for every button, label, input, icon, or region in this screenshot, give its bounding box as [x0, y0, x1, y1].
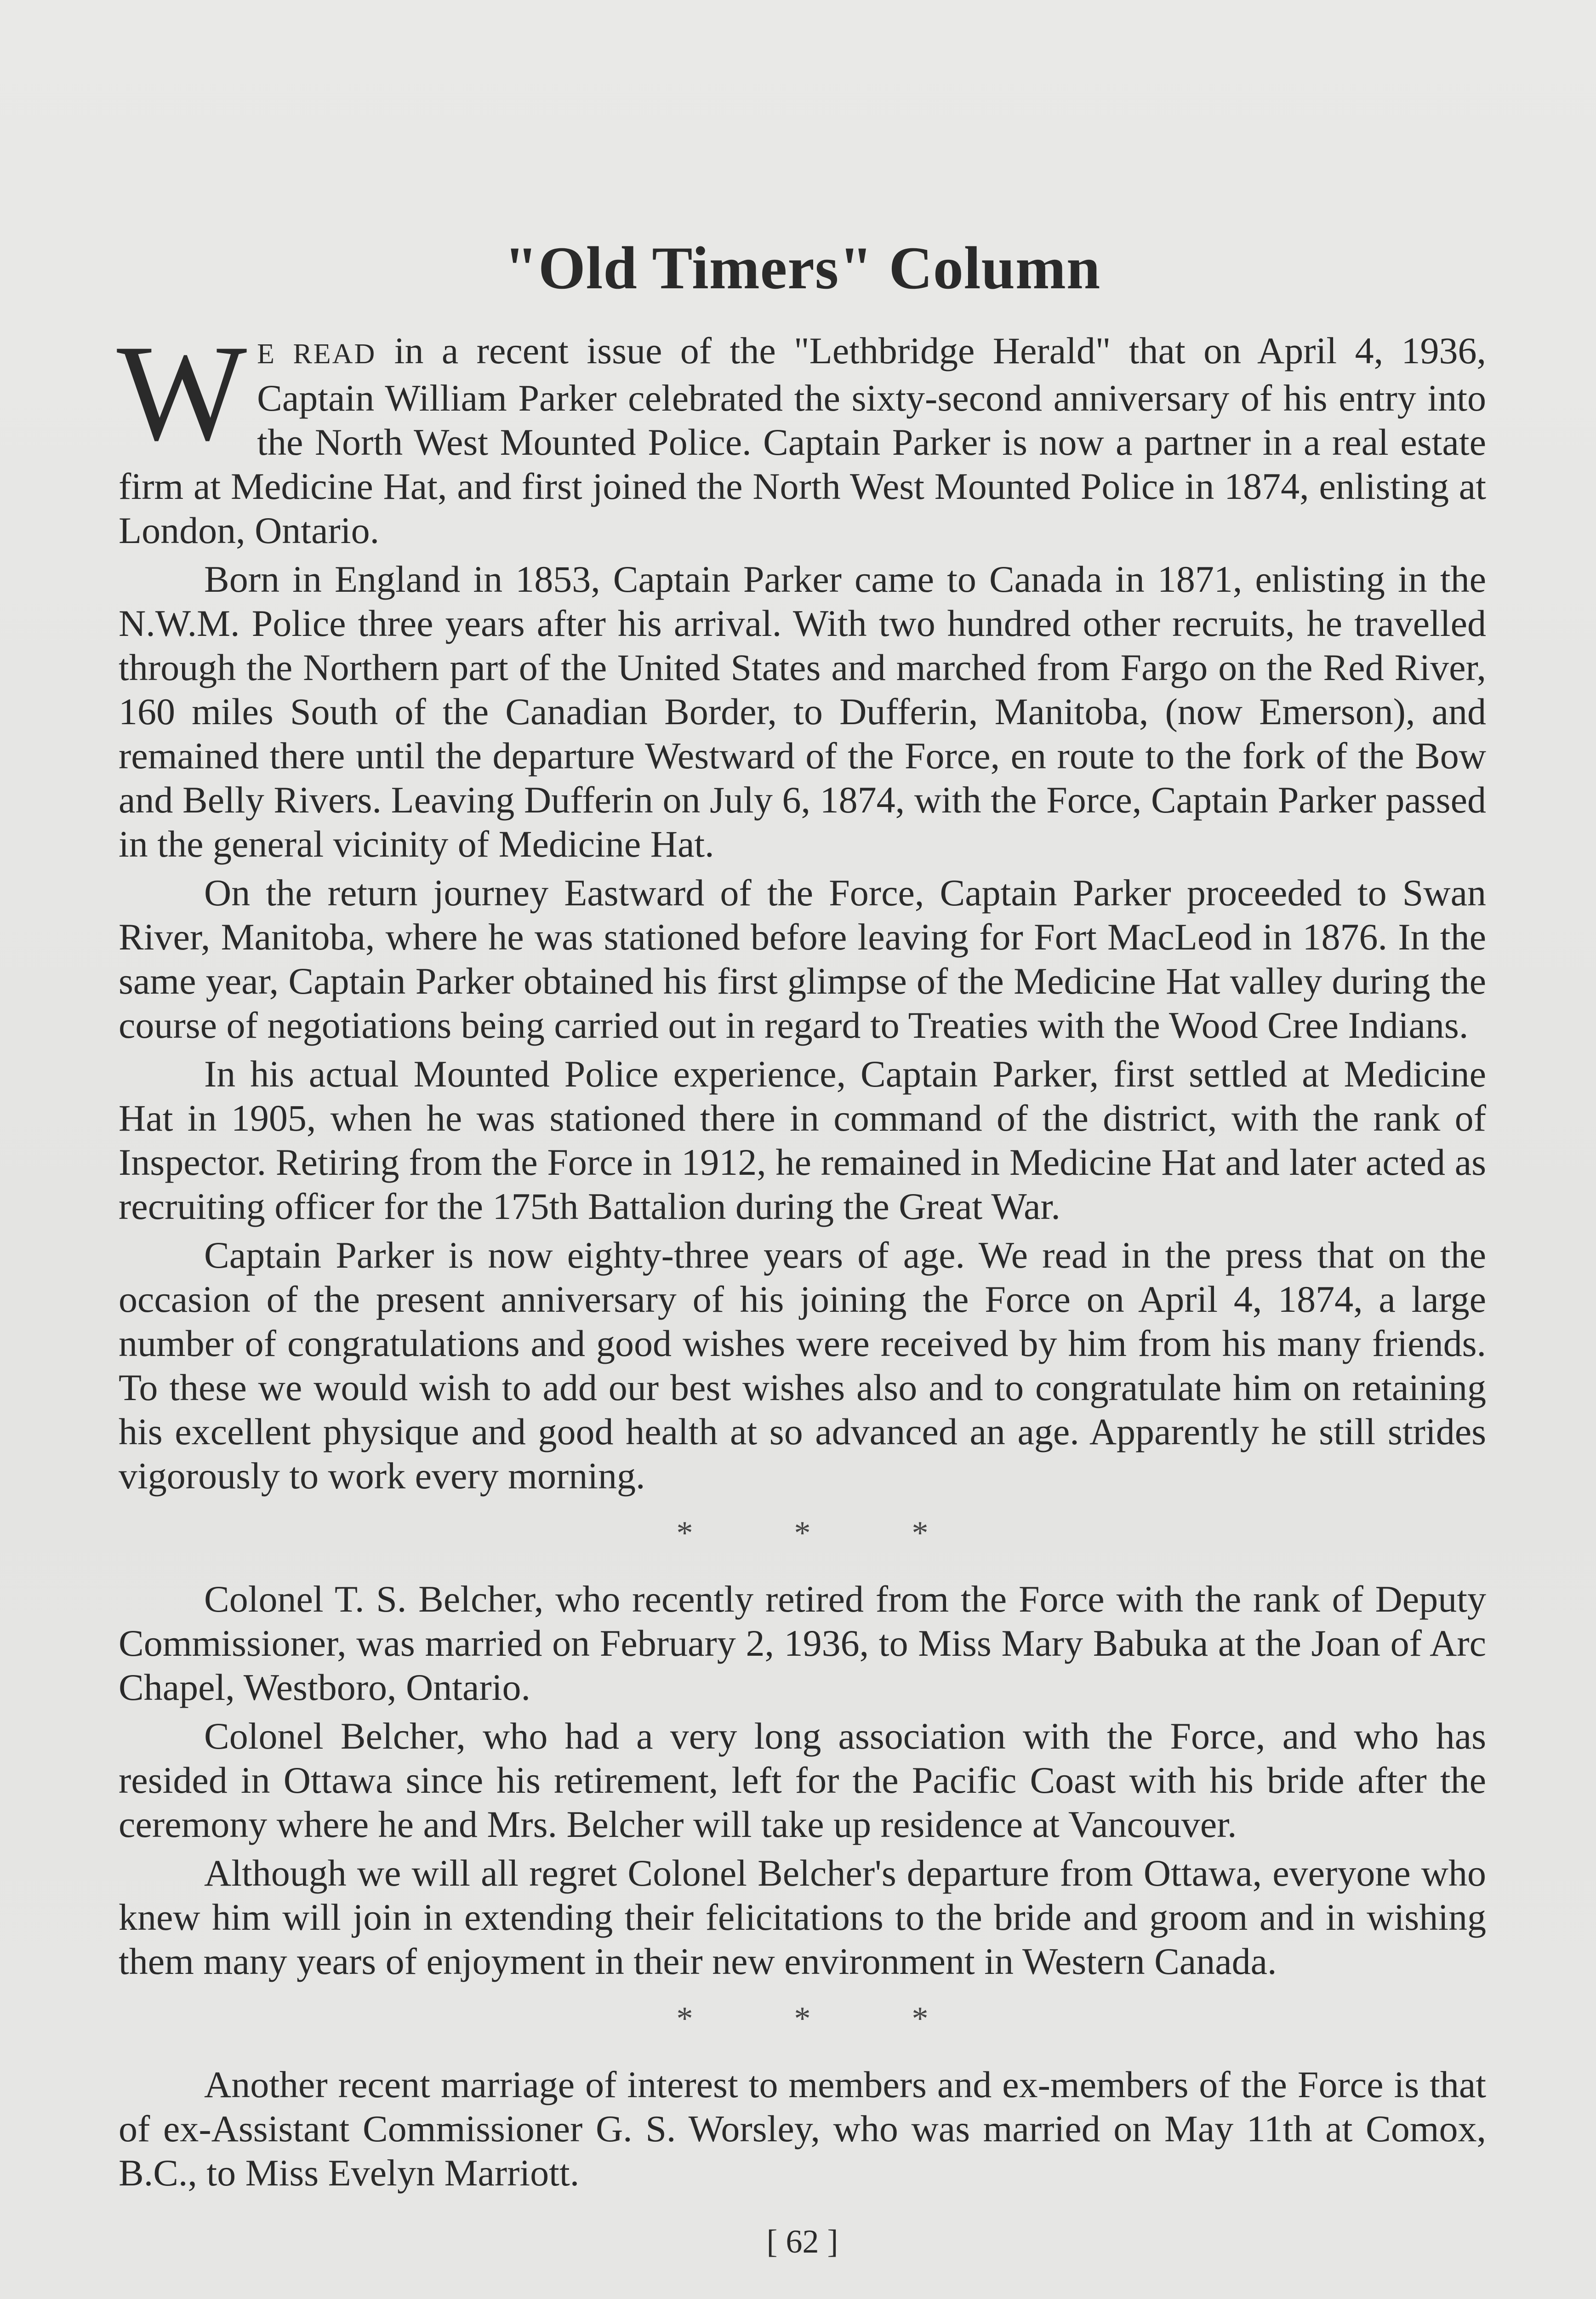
section-separator-1	[119, 1511, 1486, 1555]
paragraph-1	[117, 316, 1486, 553]
separator-star: *	[676, 1515, 693, 1552]
paragraph-8: Although we will all regret Colonel Belcher's departure from Ottawa, everyone who knew him will join in extending their felicitations to the bride and groom and in wishing them many years of enjoyment in their new environment in Western Canada.	[119, 1852, 1486, 1983]
paragraph-3: On the return journey Eastward of the Force, Captain Parker proceeded to Swan River, Manitoba, where he was stationed before leaving for Fort MacLeod in 1876. In the same year, Captain Parker obtained his first glimpse of the Medicine Hat valley during the course of negotiations being carried out in regard to Treaties with the Wood Cree Indians.	[119, 872, 1486, 1047]
drop-cap: W	[117, 316, 247, 469]
article-body	[119, 234, 1486, 2261]
separator-star: *	[794, 2000, 811, 2037]
paragraph-6: Colonel T. S. Belcher, who recently retired from the Force with the rank of Deputy Commissioner, was married on February 2, 1936, to Miss Mary Babuka at the Joan of Arc Chapel, Westboro, Ontario.	[119, 1578, 1486, 1709]
separator-star: *	[912, 2000, 929, 2037]
paragraph-5: Captain Parker is now eighty-three years of age. We read in the press that on the occasion of the present anniversary of his joining the Force on April 4, 1874, a large number of congratulations and good wishes were received by him from his many friends. To these we would wish to add our best wishes also and to congratulate him on retaining his excellent physique and good health at so advanced an age. Apparently he still strides vigorously to work every morning.	[119, 1234, 1486, 1497]
paragraph-1-text: in a recent issue of the "Lethbridge Herald" that on April 4, 1936, Captain William Parker celebrated the sixty-second anniversary of his entry into the North West Mounted Police. Captain Parker is now a partner in a real estate firm at Medicine Hat, and first joined the North West Mounted Police in 1874, enlisting at London, Ontario.	[119, 330, 1486, 552]
separator-star: *	[794, 1515, 811, 1552]
paragraph-2: Born in England in 1853, Captain Parker came to Canada in 1871, enlisting in the N.W.M. Police three years after his arrival. With two hundred other recruits, he travelled through the Northern part of the United States and marched from Fargo on the Red River, 160 miles South of the Canadian Border, to Dufferin, Manitoba, (now Emerson), and remained there until the departure Westward of the Force, en route to the fork of the Bow and Belly Rivers. Leaving Dufferin on July 6, 1874, with the Force, Captain Parker passed in the general vicinity of Medicine Hat.	[119, 558, 1486, 865]
paragraph-9: Another recent marriage of interest to members and ex-members of the Force is that of ex-Assistant Commissioner G. S. Worsley, who was married on May 11th at Comox, B.C., to Miss Evelyn Marriott.	[119, 2064, 1486, 2194]
small-caps-lead: E READ	[257, 338, 376, 370]
separator-star: *	[676, 2000, 693, 2037]
paragraph-7: Colonel Belcher, who had a very long association with the Force, and who has resided in Ottawa since his retirement, left for the Pacific Coast with his bride after the ceremony where he and Mrs. Belcher will take up residence at Vancouver.	[119, 1715, 1486, 1846]
separator-star: *	[912, 1515, 929, 1552]
paragraph-4: In his actual Mounted Police experience, Captain Parker, first settled at Medicine Hat in 1905, when he was stationed there in command of the district, with the rank of Inspector. Retiring from the Force in 1912, he remained in Medicine Hat and later acted as recruiting officer for the 175th Battalion during the Great War.	[119, 1053, 1486, 1228]
article-title: "Old Timers" Column	[504, 234, 1101, 302]
section-separator-2	[119, 1996, 1486, 2041]
page-number: [ 62 ]	[766, 2223, 838, 2260]
